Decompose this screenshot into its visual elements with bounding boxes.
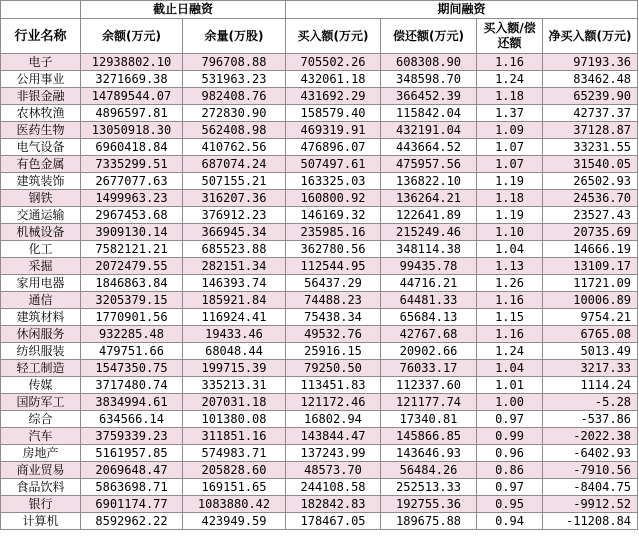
- table-row: [1, 445, 638, 462]
- buy-amount-cell: 431692.29: [286, 88, 381, 105]
- balance-amount-cell: 479751.66: [81, 343, 183, 360]
- repay-amount-cell: 189675.88: [381, 513, 477, 530]
- balance-quantity-cell: 185921.84: [183, 292, 286, 309]
- industry-cell: 电气设备: [1, 139, 81, 156]
- buy-amount-cell: 112544.95: [286, 258, 381, 275]
- balance-quantity-cell: 199715.39: [183, 360, 286, 377]
- balance-amount-cell: 2677077.63: [81, 173, 183, 190]
- net-buy-cell: 1114.24: [543, 377, 638, 394]
- table-row: [1, 292, 638, 309]
- net-buy-cell: 13109.17: [543, 258, 638, 275]
- balance-quantity-cell: 531963.23: [183, 71, 286, 88]
- table-row: [1, 241, 638, 258]
- buy-amount-cell: 146169.32: [286, 207, 381, 224]
- balance-amount-cell: 5863698.71: [81, 479, 183, 496]
- net-buy-cell: 14666.19: [543, 241, 638, 258]
- industry-cell: 非银金融: [1, 88, 81, 105]
- balance-quantity-cell: 687074.24: [183, 156, 286, 173]
- buy-amount-cell: 235985.16: [286, 224, 381, 241]
- buy-amount-cell: 25916.15: [286, 343, 381, 360]
- net-buy-cell: 26502.93: [543, 173, 638, 190]
- balance-amount-cell: 1547350.75: [81, 360, 183, 377]
- table-body: [1, 54, 638, 530]
- net-buy-cell: 37128.87: [543, 122, 638, 139]
- industry-cell: 有色金属: [1, 156, 81, 173]
- repay-amount-cell: 145866.85: [381, 428, 477, 445]
- ratio-cell: 1.07: [477, 156, 543, 173]
- balance-quantity-cell: 272830.90: [183, 105, 286, 122]
- ratio-cell: 1.16: [477, 292, 543, 309]
- balance-quantity-cell: 101380.08: [183, 411, 286, 428]
- industry-cell: 机械设备: [1, 224, 81, 241]
- industry-cell: 纺织服装: [1, 343, 81, 360]
- balance-quantity-cell: 169151.65: [183, 479, 286, 496]
- net-buy-cell: -8404.75: [543, 479, 638, 496]
- industry-cell: 银行: [1, 496, 81, 513]
- ratio-cell: 0.97: [477, 479, 543, 496]
- net-buy-cell: -9912.52: [543, 496, 638, 513]
- ratio-cell: 1.19: [477, 173, 543, 190]
- ratio-cell: 0.97: [477, 411, 543, 428]
- balance-quantity-cell: 207031.18: [183, 394, 286, 411]
- repay-amount-cell: 443664.52: [381, 139, 477, 156]
- table-row: [1, 156, 638, 173]
- buy-amount-cell: 16802.94: [286, 411, 381, 428]
- buy-amount-cell: 121172.46: [286, 394, 381, 411]
- table-row: [1, 122, 638, 139]
- balance-amount-cell: 5161957.85: [81, 445, 183, 462]
- col-header-industry: 行业名称: [1, 19, 81, 54]
- ratio-cell: 1.15: [477, 309, 543, 326]
- industry-cell: 化工: [1, 241, 81, 258]
- balance-amount-cell: 3759339.23: [81, 428, 183, 445]
- buy-amount-cell: 49532.76: [286, 326, 381, 343]
- balance-amount-cell: 932285.48: [81, 326, 183, 343]
- net-buy-cell: -537.86: [543, 411, 638, 428]
- net-buy-cell: -11208.84: [543, 513, 638, 530]
- table-row: [1, 360, 638, 377]
- repay-amount-cell: 348598.70: [381, 71, 477, 88]
- repay-amount-cell: 432191.04: [381, 122, 477, 139]
- net-buy-cell: 97193.36: [543, 54, 638, 71]
- balance-quantity-cell: 376912.23: [183, 207, 286, 224]
- buy-amount-cell: 79250.50: [286, 360, 381, 377]
- balance-quantity-cell: 146393.74: [183, 275, 286, 292]
- industry-cell: 计算机: [1, 513, 81, 530]
- balance-amount-cell: 7335299.51: [81, 156, 183, 173]
- table-row: [1, 88, 638, 105]
- table-row: [1, 224, 638, 241]
- industry-cell: 综合: [1, 411, 81, 428]
- balance-quantity-cell: 311851.16: [183, 428, 286, 445]
- repay-amount-cell: 252513.33: [381, 479, 477, 496]
- repay-amount-cell: 42767.68: [381, 326, 477, 343]
- balance-quantity-cell: 68048.44: [183, 343, 286, 360]
- net-buy-cell: 11721.09: [543, 275, 638, 292]
- industry-cell: 休闲服务: [1, 326, 81, 343]
- buy-amount-cell: 56437.29: [286, 275, 381, 292]
- ratio-cell: 1.10: [477, 224, 543, 241]
- net-buy-cell: -2022.38: [543, 428, 638, 445]
- balance-amount-cell: 8592962.22: [81, 513, 183, 530]
- balance-quantity-cell: 1083880.42: [183, 496, 286, 513]
- table-header: [1, 1, 638, 54]
- group-header-stock: 截止日融资: [81, 1, 286, 19]
- table-row: [1, 54, 638, 71]
- balance-amount-cell: 12938802.10: [81, 54, 183, 71]
- net-buy-cell: 31540.05: [543, 156, 638, 173]
- table-row: [1, 258, 638, 275]
- buy-amount-cell: 705502.26: [286, 54, 381, 71]
- industry-cell: 国防军工: [1, 394, 81, 411]
- col-header-balance-quantity: 余量(万股): [183, 19, 286, 54]
- table-row: [1, 343, 638, 360]
- ratio-cell: 1.26: [477, 275, 543, 292]
- repay-amount-cell: 192755.36: [381, 496, 477, 513]
- balance-amount-cell: 1499963.23: [81, 190, 183, 207]
- net-buy-cell: -6402.93: [543, 445, 638, 462]
- header-blank: [1, 1, 81, 19]
- col-header-balance-amount: 余额(万元): [81, 19, 183, 54]
- ratio-cell: 1.04: [477, 360, 543, 377]
- net-buy-cell: 24536.70: [543, 190, 638, 207]
- buy-amount-cell: 362780.56: [286, 241, 381, 258]
- repay-amount-cell: 136822.10: [381, 173, 477, 190]
- ratio-cell: 0.99: [477, 428, 543, 445]
- balance-amount-cell: 6960418.84: [81, 139, 183, 156]
- repay-amount-cell: 121177.74: [381, 394, 477, 411]
- industry-cell: 建筑装饰: [1, 173, 81, 190]
- buy-amount-cell: 469319.91: [286, 122, 381, 139]
- industry-cell: 钢铁: [1, 190, 81, 207]
- table-row: [1, 479, 638, 496]
- buy-amount-cell: 143844.47: [286, 428, 381, 445]
- col-header-net-buy: 净买入额(万元): [543, 19, 638, 54]
- balance-amount-cell: 3271669.38: [81, 71, 183, 88]
- group-header-period: 期间融资: [286, 1, 638, 19]
- balance-amount-cell: 14789544.07: [81, 88, 183, 105]
- buy-amount-cell: 160800.92: [286, 190, 381, 207]
- balance-quantity-cell: 205828.60: [183, 462, 286, 479]
- buy-amount-cell: 178467.05: [286, 513, 381, 530]
- ratio-cell: 0.96: [477, 445, 543, 462]
- industry-cell: 采掘: [1, 258, 81, 275]
- table-row: [1, 411, 638, 428]
- net-buy-cell: 10006.89: [543, 292, 638, 309]
- repay-amount-cell: 64481.33: [381, 292, 477, 309]
- buy-amount-cell: 163325.03: [286, 173, 381, 190]
- ratio-cell: 1.16: [477, 54, 543, 71]
- buy-amount-cell: 476896.07: [286, 139, 381, 156]
- net-buy-cell: 42737.37: [543, 105, 638, 122]
- ratio-cell: 1.19: [477, 207, 543, 224]
- balance-amount-cell: 7582121.21: [81, 241, 183, 258]
- table-row: [1, 428, 638, 445]
- balance-amount-cell: 13050918.30: [81, 122, 183, 139]
- balance-amount-cell: 4896597.81: [81, 105, 183, 122]
- net-buy-cell: 33231.55: [543, 139, 638, 156]
- table-row: [1, 496, 638, 513]
- net-buy-cell: 5013.49: [543, 343, 638, 360]
- balance-quantity-cell: 116924.41: [183, 309, 286, 326]
- net-buy-cell: -7910.56: [543, 462, 638, 479]
- table-row: [1, 173, 638, 190]
- balance-quantity-cell: 335213.31: [183, 377, 286, 394]
- table-row: [1, 513, 638, 530]
- col-header-buy-repay-ratio: 买入额/偿还额: [477, 19, 543, 54]
- industry-cell: 农林牧渔: [1, 105, 81, 122]
- balance-amount-cell: 2967453.68: [81, 207, 183, 224]
- net-buy-cell: 3217.33: [543, 360, 638, 377]
- repay-amount-cell: 122641.89: [381, 207, 477, 224]
- repay-amount-cell: 143646.93: [381, 445, 477, 462]
- table-row: [1, 71, 638, 88]
- ratio-cell: 1.01: [477, 377, 543, 394]
- industry-cell: 传媒: [1, 377, 81, 394]
- balance-amount-cell: 2069648.47: [81, 462, 183, 479]
- industry-cell: 通信: [1, 292, 81, 309]
- balance-amount-cell: 1846863.84: [81, 275, 183, 292]
- balance-quantity-cell: 796708.88: [183, 54, 286, 71]
- table-row: [1, 139, 638, 156]
- net-buy-cell: 83462.48: [543, 71, 638, 88]
- repay-amount-cell: 44716.21: [381, 275, 477, 292]
- table-row: [1, 394, 638, 411]
- net-buy-cell: 23527.43: [543, 207, 638, 224]
- repay-amount-cell: 348114.38: [381, 241, 477, 258]
- ratio-cell: 1.00: [477, 394, 543, 411]
- industry-cell: 汽车: [1, 428, 81, 445]
- industry-cell: 医药生物: [1, 122, 81, 139]
- repay-amount-cell: 76033.17: [381, 360, 477, 377]
- buy-amount-cell: 244108.58: [286, 479, 381, 496]
- repay-amount-cell: 215249.46: [381, 224, 477, 241]
- repay-amount-cell: 65684.13: [381, 309, 477, 326]
- buy-amount-cell: 432061.18: [286, 71, 381, 88]
- buy-amount-cell: 74488.23: [286, 292, 381, 309]
- balance-amount-cell: 1770901.56: [81, 309, 183, 326]
- repay-amount-cell: 608308.90: [381, 54, 477, 71]
- table-row: [1, 190, 638, 207]
- table-row: [1, 207, 638, 224]
- repay-amount-cell: 475957.56: [381, 156, 477, 173]
- ratio-cell: 0.86: [477, 462, 543, 479]
- balance-quantity-cell: 282151.34: [183, 258, 286, 275]
- industry-cell: 电子: [1, 54, 81, 71]
- balance-quantity-cell: 562408.98: [183, 122, 286, 139]
- industry-cell: 交通运输: [1, 207, 81, 224]
- col-header-buy-amount: 买入额(万元): [286, 19, 381, 54]
- table-row: [1, 377, 638, 394]
- buy-amount-cell: 137243.99: [286, 445, 381, 462]
- balance-quantity-cell: 574983.71: [183, 445, 286, 462]
- buy-amount-cell: 48573.70: [286, 462, 381, 479]
- table-row: [1, 462, 638, 479]
- repay-amount-cell: 56484.26: [381, 462, 477, 479]
- industry-cell: 商业贸易: [1, 462, 81, 479]
- ratio-cell: 1.07: [477, 139, 543, 156]
- buy-amount-cell: 507497.61: [286, 156, 381, 173]
- ratio-cell: 1.16: [477, 326, 543, 343]
- ratio-cell: 1.24: [477, 71, 543, 88]
- buy-amount-cell: 182842.83: [286, 496, 381, 513]
- industry-cell: 食品饮料: [1, 479, 81, 496]
- ratio-cell: 1.09: [477, 122, 543, 139]
- buy-amount-cell: 113451.83: [286, 377, 381, 394]
- balance-amount-cell: 634566.14: [81, 411, 183, 428]
- repay-amount-cell: 112337.60: [381, 377, 477, 394]
- ratio-cell: 1.24: [477, 343, 543, 360]
- repay-amount-cell: 17340.81: [381, 411, 477, 428]
- ratio-cell: 1.37: [477, 105, 543, 122]
- balance-quantity-cell: 316207.36: [183, 190, 286, 207]
- balance-quantity-cell: 423949.59: [183, 513, 286, 530]
- repay-amount-cell: 20902.66: [381, 343, 477, 360]
- net-buy-cell: -5.28: [543, 394, 638, 411]
- ratio-cell: 1.04: [477, 241, 543, 258]
- repay-amount-cell: 115842.04: [381, 105, 477, 122]
- balance-quantity-cell: 982408.76: [183, 88, 286, 105]
- industry-cell: 家用电器: [1, 275, 81, 292]
- industry-cell: 房地产: [1, 445, 81, 462]
- net-buy-cell: 6765.08: [543, 326, 638, 343]
- table-row: [1, 105, 638, 122]
- ratio-cell: 0.94: [477, 513, 543, 530]
- net-buy-cell: 20735.69: [543, 224, 638, 241]
- col-header-repay-amount: 偿还额(万元): [381, 19, 477, 54]
- net-buy-cell: 65239.90: [543, 88, 638, 105]
- table-row: [1, 275, 638, 292]
- balance-amount-cell: 2072479.55: [81, 258, 183, 275]
- balance-amount-cell: 3909130.14: [81, 224, 183, 241]
- table-row: [1, 326, 638, 343]
- industry-cell: 轻工制造: [1, 360, 81, 377]
- industry-cell: 建筑材料: [1, 309, 81, 326]
- balance-amount-cell: 6901174.77: [81, 496, 183, 513]
- buy-amount-cell: 158579.40: [286, 105, 381, 122]
- balance-amount-cell: 3205379.15: [81, 292, 183, 309]
- ratio-cell: 1.13: [477, 258, 543, 275]
- repay-amount-cell: 366452.39: [381, 88, 477, 105]
- balance-quantity-cell: 19433.46: [183, 326, 286, 343]
- ratio-cell: 0.95: [477, 496, 543, 513]
- balance-quantity-cell: 366945.34: [183, 224, 286, 241]
- repay-amount-cell: 136264.21: [381, 190, 477, 207]
- net-buy-cell: 9754.21: [543, 309, 638, 326]
- table-row: [1, 309, 638, 326]
- balance-amount-cell: 3717480.74: [81, 377, 183, 394]
- balance-quantity-cell: 410762.56: [183, 139, 286, 156]
- ratio-cell: 1.18: [477, 190, 543, 207]
- balance-quantity-cell: 507155.21: [183, 173, 286, 190]
- repay-amount-cell: 99435.78: [381, 258, 477, 275]
- balance-quantity-cell: 685523.88: [183, 241, 286, 258]
- ratio-cell: 1.18: [477, 88, 543, 105]
- buy-amount-cell: 75438.34: [286, 309, 381, 326]
- balance-amount-cell: 3834994.61: [81, 394, 183, 411]
- industry-cell: 公用事业: [1, 71, 81, 88]
